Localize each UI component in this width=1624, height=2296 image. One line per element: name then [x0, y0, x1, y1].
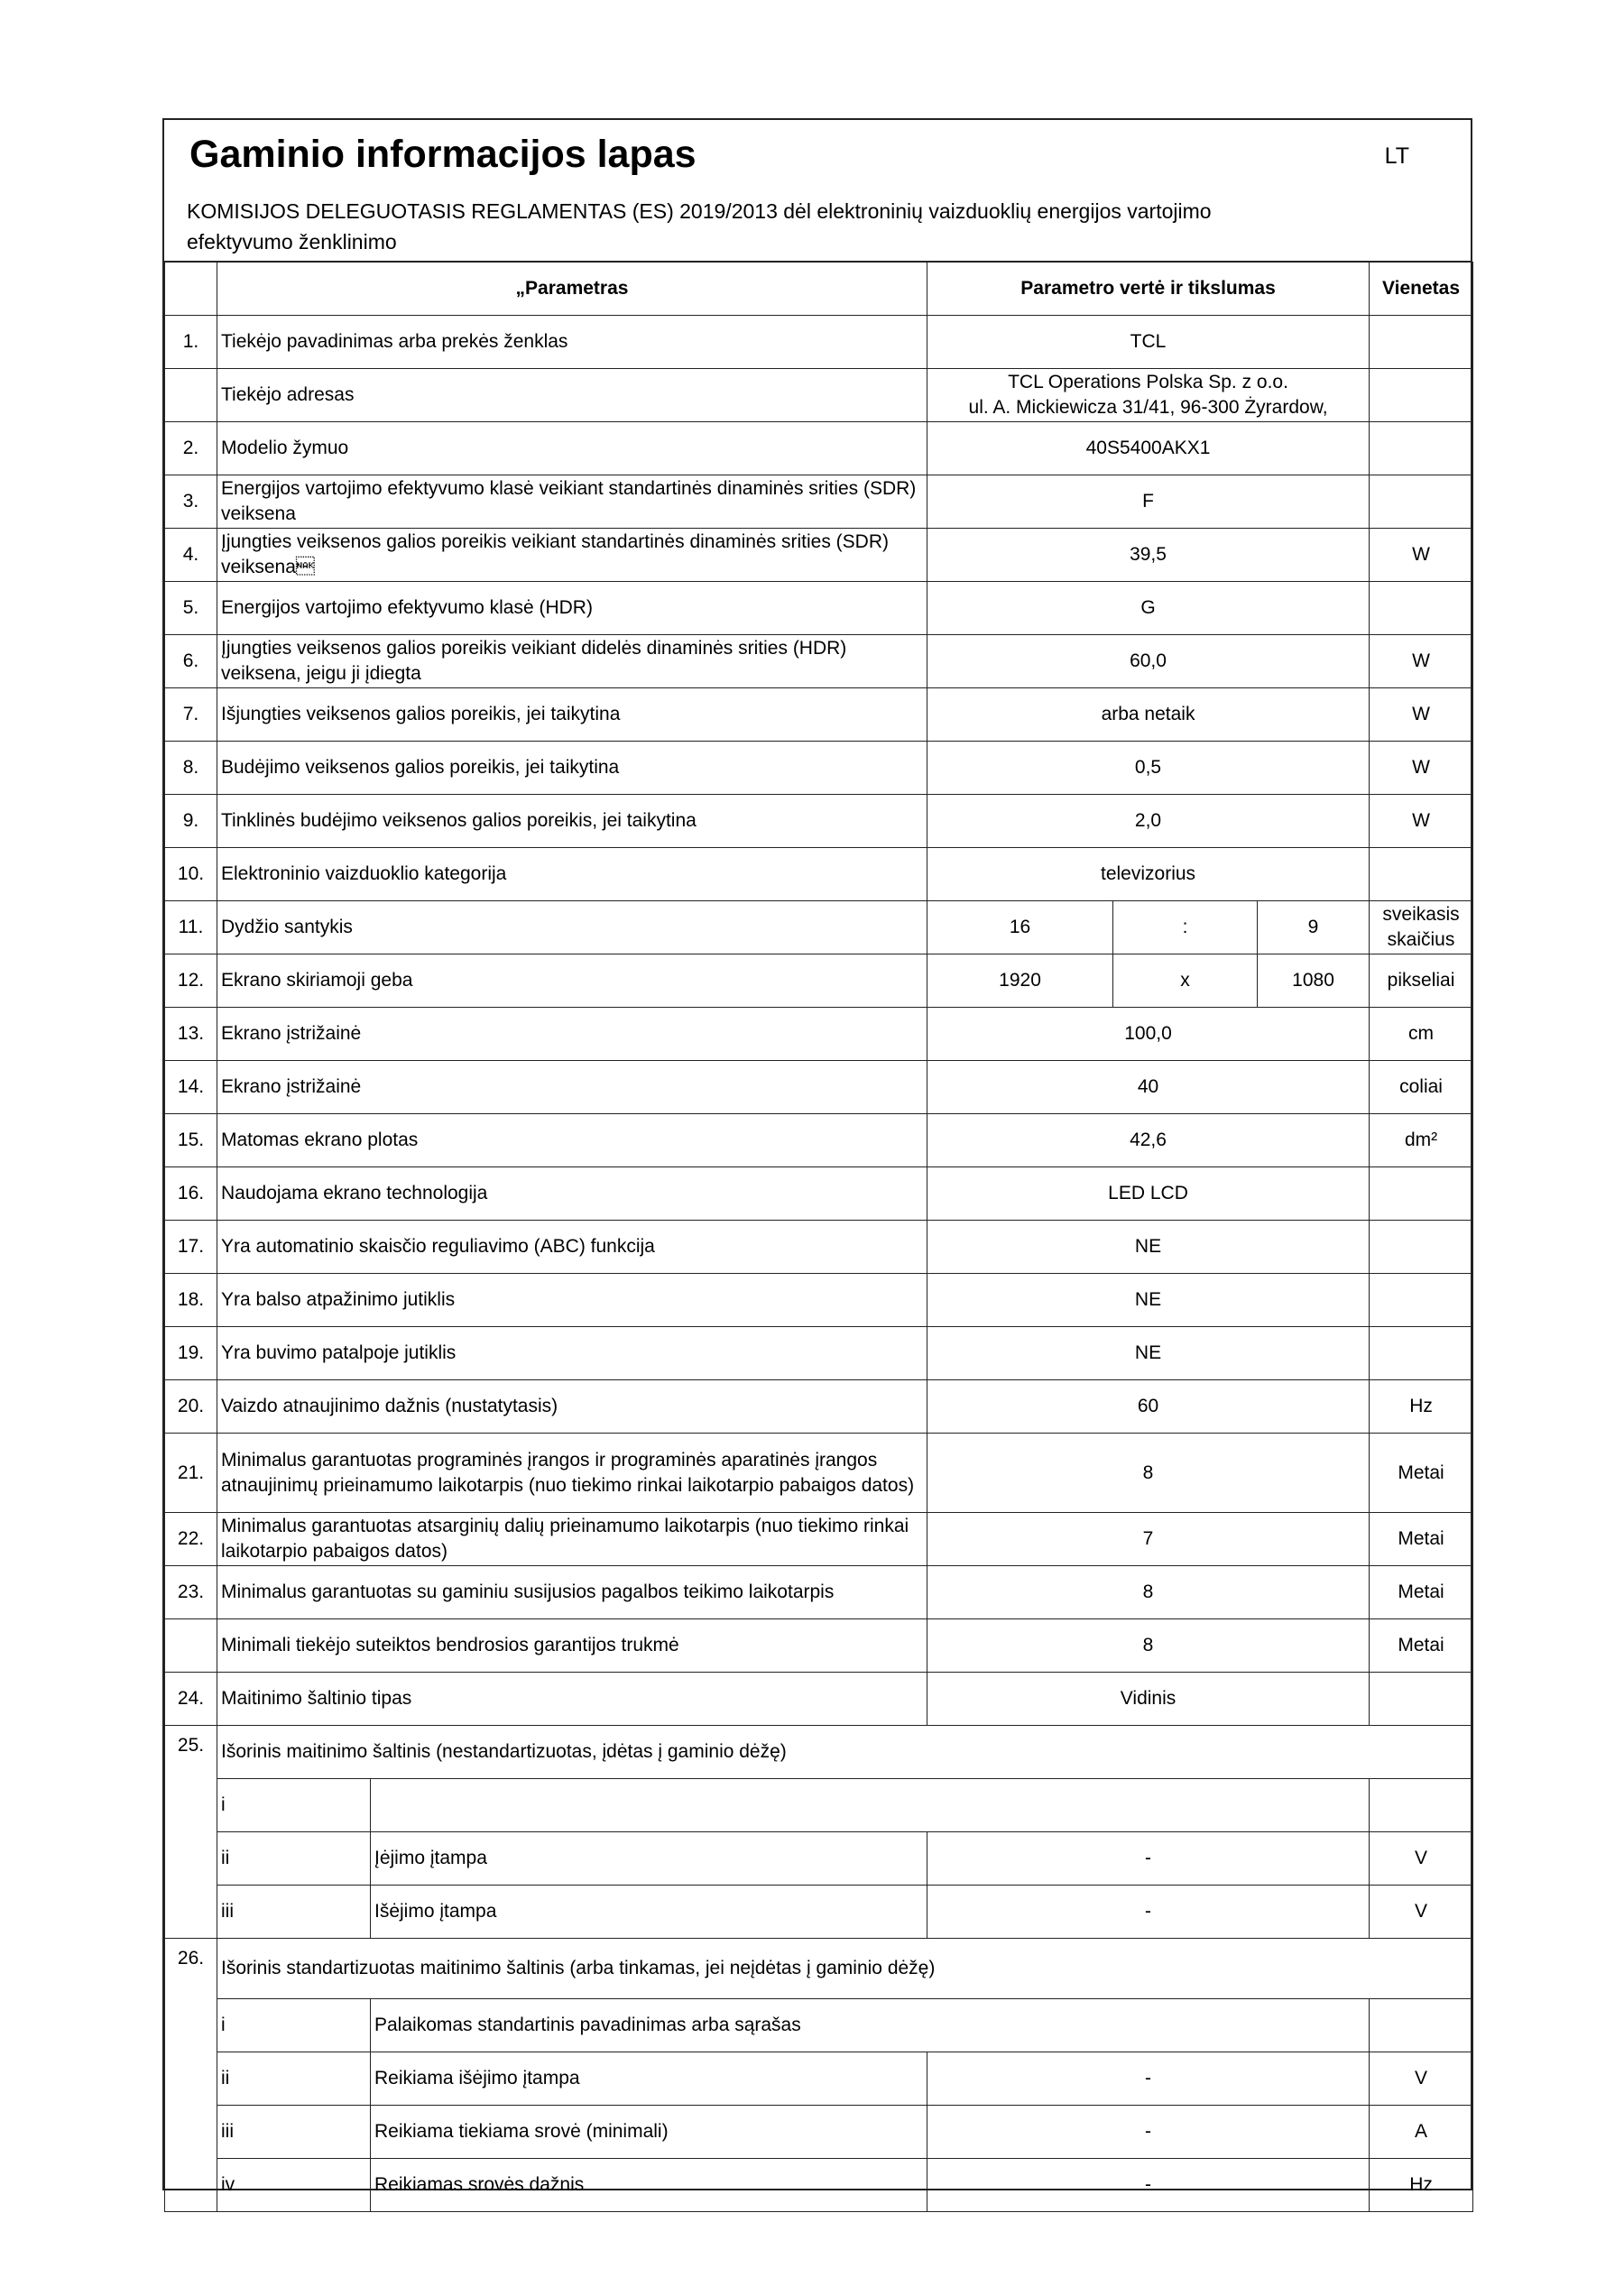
row-number: 5.: [165, 582, 217, 635]
table-row: [165, 475, 1473, 529]
sub-row: [165, 1779, 1473, 1832]
column-header-value: Parametro vertė ir tikslumas: [927, 263, 1370, 316]
row-label: Ekrano skiriamoji geba: [217, 954, 927, 1008]
row-label: Energijos vartojimo efektyvumo klasė veikiant standartinės dinaminės srities (SDR) veiksena: [217, 475, 927, 529]
row-number: 4.: [165, 529, 217, 582]
row-number: 16.: [165, 1167, 217, 1221]
row-unit: [1370, 1167, 1473, 1221]
row-number: 3.: [165, 475, 217, 529]
row-unit: [1370, 1221, 1473, 1274]
row-unit: Metai: [1370, 1566, 1473, 1619]
sub-row-index: iv: [217, 2159, 371, 2212]
row-label: Energijos vartojimo efektyvumo klasė (HDR): [217, 582, 927, 635]
sub-row: [165, 1999, 1473, 2052]
row-value: -: [927, 2052, 1370, 2106]
row-value: 2,0: [927, 795, 1370, 848]
row-unit: Metai: [1370, 1513, 1473, 1566]
row-unit: W: [1370, 742, 1473, 795]
table-row: [165, 316, 1473, 369]
table-row: [165, 1114, 1473, 1167]
sub-row-label: Palaikomas standartinis pavadinimas arba sąrašas: [371, 1999, 1370, 2052]
sub-row-label: Įėjimo įtampa: [371, 1832, 927, 1886]
row-number: 26.: [165, 1939, 217, 2212]
table-row: [165, 582, 1473, 635]
row-label: Įjungties veiksenos galios poreikis veikiant didelės dinaminės srities (HDR) veiksena, jeigu ji įdiegta: [217, 635, 927, 688]
sub-row-index: iii: [217, 2106, 371, 2159]
row-label: Įjungties veiksenos galios poreikis veikiant standartinės dinaminės srities (SDR) veiksena: [217, 529, 927, 582]
column-header-parameter: „Parametras: [217, 263, 927, 316]
row-value: NE: [927, 1221, 1370, 1274]
table-header-row: [165, 263, 1473, 316]
sub-row-index: i: [217, 1779, 371, 1832]
table-row: [165, 742, 1473, 795]
row-label: Tinklinės budėjimo veiksenos galios poreikis, jei taikytina: [217, 795, 927, 848]
row-unit: V: [1370, 2052, 1473, 2106]
supplier-address-line-2: ul. A. Mickiewicza 31/41, 96-300 Żyrardow,: [968, 397, 1328, 418]
row-value: [927, 369, 1370, 422]
row-unit: cm: [1370, 1008, 1473, 1061]
row-label: Yra buvimo patalpoje jutiklis: [217, 1327, 927, 1380]
row-number: 19.: [165, 1327, 217, 1380]
header-num-cell: [165, 263, 217, 316]
table-row: [165, 1221, 1473, 1274]
row-value: 7: [927, 1513, 1370, 1566]
table-row: [165, 795, 1473, 848]
product-information-sheet: [162, 118, 1472, 2195]
aspect-ratio-separator: :: [1113, 901, 1258, 954]
row-label: Minimali tiekėjo suteiktos bendrosios garantijos trukmė: [217, 1619, 927, 1673]
row-value: televizorius: [927, 848, 1370, 901]
row-unit: W: [1370, 688, 1473, 742]
row-unit: [1370, 1327, 1473, 1380]
row-value: -: [927, 2159, 1370, 2212]
row-unit: W: [1370, 795, 1473, 848]
row-value: -: [927, 1832, 1370, 1886]
table-row: [165, 529, 1473, 582]
table-row: [165, 1380, 1473, 1434]
table-row: [165, 1061, 1473, 1114]
row-value: LED LCD: [927, 1167, 1370, 1221]
table-row: [165, 369, 1473, 422]
row-value: -: [927, 2106, 1370, 2159]
row-unit: A: [1370, 2106, 1473, 2159]
row-unit: [1370, 1274, 1473, 1327]
table-row: [165, 635, 1473, 688]
row-value: 60,0: [927, 635, 1370, 688]
row-label: Išjungties veiksenos galios poreikis, jei taikytina: [217, 688, 927, 742]
row-label: Minimalus garantuotas su gaminiu susijusios pagalbos teikimo laikotarpis: [217, 1566, 927, 1619]
row-unit: Hz: [1370, 1380, 1473, 1434]
row-number: 24.: [165, 1673, 217, 1726]
row-unit: dm²: [1370, 1114, 1473, 1167]
table-row: [165, 1327, 1473, 1380]
row-label: Ekrano įstrižainė: [217, 1008, 927, 1061]
aspect-ratio-width: 16: [927, 901, 1113, 954]
row-number: 7.: [165, 688, 217, 742]
row-value: 8: [927, 1434, 1370, 1513]
row-value: arba netaik: [927, 688, 1370, 742]
aspect-ratio-height: 9: [1258, 901, 1370, 954]
row-value: TCL: [927, 316, 1370, 369]
row-value: 0,5: [927, 742, 1370, 795]
row-value: 8: [927, 1619, 1370, 1673]
row-label: Elektroninio vaizduoklio kategorija: [217, 848, 927, 901]
row-value: NE: [927, 1274, 1370, 1327]
page-title: Gaminio informacijos lapas: [189, 133, 697, 176]
row-number: 13.: [165, 1008, 217, 1061]
row-label: Vaizdo atnaujinimo dažnis (nustatytasis): [217, 1380, 927, 1434]
row-unit: [1370, 316, 1473, 369]
row-value: NE: [927, 1327, 1370, 1380]
row-label: Dydžio santykis: [217, 901, 927, 954]
section-label: Išorinis standartizuotas maitinimo šaltinis (arba tinkamas, jei neįdėtas į gaminio dėžę): [217, 1939, 1473, 1999]
row-label: Yra balso atpažinimo jutiklis: [217, 1274, 927, 1327]
sub-row-label: [371, 1779, 1370, 1832]
row-label: Tiekėjo adresas: [217, 369, 927, 422]
row-number: 21.: [165, 1434, 217, 1513]
row-label: Yra automatinio skaisčio reguliavimo (ABC) funkcija: [217, 1221, 927, 1274]
row-value: -: [927, 1886, 1370, 1939]
table-row: [165, 1274, 1473, 1327]
sub-row: [165, 2159, 1473, 2212]
sheet-header: [164, 120, 1471, 262]
sub-row-index: i: [217, 1999, 371, 2052]
resolution-width: 1920: [927, 954, 1113, 1008]
table-row: [165, 954, 1473, 1008]
row-number: 1.: [165, 316, 217, 369]
row-unit: W: [1370, 529, 1473, 582]
row-label: Modelio žymuo: [217, 422, 927, 475]
row-unit: [1370, 1673, 1473, 1726]
sub-row-label: Išėjimo įtampa: [371, 1886, 927, 1939]
row-unit: [1370, 1779, 1473, 1832]
row-number: 20.: [165, 1380, 217, 1434]
sub-row: [165, 1832, 1473, 1886]
sub-row-index: iii: [217, 1886, 371, 1939]
row-unit: [1370, 369, 1473, 422]
regulation-subtitle: KOMISIJOS DELEGUOTASIS REGLAMENTAS (ES) 2019/2013 dėl elektroninių vaizduoklių energijos vartojimo efektyvumo ženklinimo: [187, 199, 1212, 254]
row-value: 42,6: [927, 1114, 1370, 1167]
column-header-unit: Vienetas: [1370, 263, 1473, 316]
parameters-table: [164, 262, 1473, 2212]
row-unit: Metai: [1370, 1619, 1473, 1673]
row-number: 6.: [165, 635, 217, 688]
table-row: [165, 1167, 1473, 1221]
sub-row: [165, 1886, 1473, 1939]
row-label: Naudojama ekrano technologija: [217, 1167, 927, 1221]
table-row: [165, 1566, 1473, 1619]
row-unit: [1370, 848, 1473, 901]
row-number: 23.: [165, 1566, 217, 1619]
row-number: [165, 1619, 217, 1673]
row-value: F: [927, 475, 1370, 529]
row-value: 40S5400AKX1: [927, 422, 1370, 475]
row-number: 11.: [165, 901, 217, 954]
table-row: [165, 1513, 1473, 1566]
row-value: G: [927, 582, 1370, 635]
row-unit: pikseliai: [1370, 954, 1473, 1008]
row-number: 17.: [165, 1221, 217, 1274]
row-label: Minimalus garantuotas atsarginių dalių prieinamumo laikotarpis (nuo tiekimo rinkai laikotarpio pabaigos datos): [217, 1513, 927, 1566]
row-number: 22.: [165, 1513, 217, 1566]
row-unit: [1370, 422, 1473, 475]
table-row: [165, 1673, 1473, 1726]
row-unit: Metai: [1370, 1434, 1473, 1513]
sub-row-label: Reikiama išėjimo įtampa: [371, 2052, 927, 2106]
row-value: 100,0: [927, 1008, 1370, 1061]
row-unit: [1370, 1999, 1473, 2052]
row-number: 25.: [165, 1726, 217, 1939]
language-code: LT: [1384, 143, 1409, 169]
row-number: 8.: [165, 742, 217, 795]
sub-row-label: Reikiama tiekiama srovė (minimali): [371, 2106, 927, 2159]
sub-row-label: Reikiamas srovės dažnis: [371, 2159, 927, 2212]
table-row: [165, 1434, 1473, 1513]
row-unit: V: [1370, 1886, 1473, 1939]
row-number: 15.: [165, 1114, 217, 1167]
row-number: 10.: [165, 848, 217, 901]
table-row: [165, 688, 1473, 742]
row-number: 14.: [165, 1061, 217, 1114]
table-row: [165, 1008, 1473, 1061]
sub-row: [165, 2106, 1473, 2159]
row-unit: W: [1370, 635, 1473, 688]
row-unit: coliai: [1370, 1061, 1473, 1114]
table-row: [165, 848, 1473, 901]
supplier-address-line-1: TCL Operations Polska Sp. z o.o.: [1008, 372, 1288, 392]
row-unit: [1370, 475, 1473, 529]
row-label: Matomas ekrano plotas: [217, 1114, 927, 1167]
row-unit: V: [1370, 1832, 1473, 1886]
section-row: [165, 1726, 1473, 1779]
row-number: 18.: [165, 1274, 217, 1327]
section-label: Išorinis maitinimo šaltinis (nestandartizuotas, įdėtas į gaminio dėžę): [217, 1726, 1473, 1779]
row-label: Maitinimo šaltinio tipas: [217, 1673, 927, 1726]
row-unit: sveikasis skaičius: [1370, 901, 1473, 954]
row-label: Ekrano įstrižainė: [217, 1061, 927, 1114]
row-value: 39,5: [927, 529, 1370, 582]
table-row: [165, 901, 1473, 954]
table-row: [165, 422, 1473, 475]
resolution-height: 1080: [1258, 954, 1370, 1008]
row-label: Minimalus garantuotas programinės įrangos ir programinės aparatinės įrangos atnaujinimų prieinamumo laikotarpis (nuo tiekimo rinkai laikotarpio pabaigos datos): [217, 1434, 927, 1513]
section-row: [165, 1939, 1473, 1999]
row-value: 60: [927, 1380, 1370, 1434]
row-label: Budėjimo veiksenos galios poreikis, jei taikytina: [217, 742, 927, 795]
row-number: 2.: [165, 422, 217, 475]
row-value: 8: [927, 1566, 1370, 1619]
row-label: Tiekėjo pavadinimas arba prekės ženklas: [217, 316, 927, 369]
row-number: [165, 369, 217, 422]
table-row: [165, 1619, 1473, 1673]
row-unit: Hz: [1370, 2159, 1473, 2212]
row-value: 40: [927, 1061, 1370, 1114]
sub-row-index: ii: [217, 1832, 371, 1886]
row-unit: [1370, 582, 1473, 635]
sub-row-index: ii: [217, 2052, 371, 2106]
row-number: 9.: [165, 795, 217, 848]
sub-row: [165, 2052, 1473, 2106]
row-number: 12.: [165, 954, 217, 1008]
row-value: Vidinis: [927, 1673, 1370, 1726]
resolution-separator: x: [1113, 954, 1258, 1008]
